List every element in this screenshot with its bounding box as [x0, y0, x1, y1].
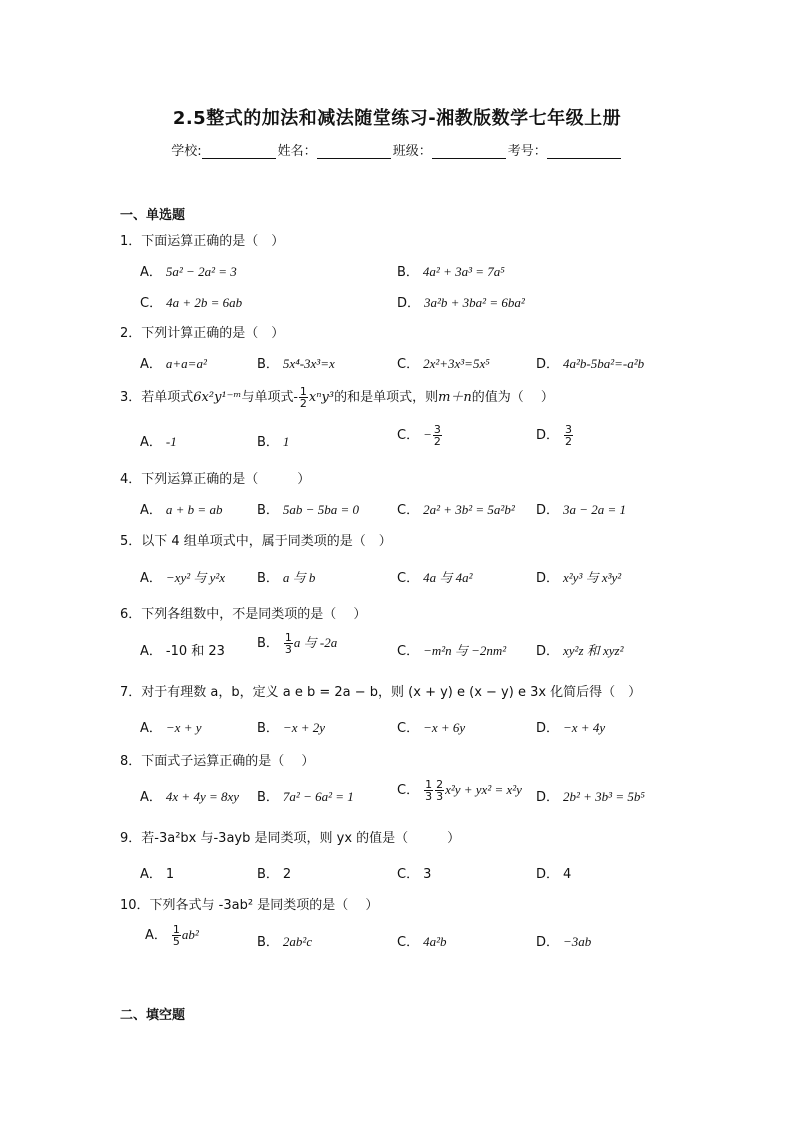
- name-label: 姓名：: [277, 144, 317, 159]
- question-8-option-b[interactable]: B． 7a² − 6a² = 1: [257, 789, 354, 805]
- question-3-option-b[interactable]: B． 1: [257, 434, 290, 450]
- question-2-stem: 2．下列计算正确的是（ ）: [120, 326, 285, 341]
- question-4-option-b[interactable]: B． 5ab − 5ba = 0: [257, 502, 359, 518]
- fraction: $\frac{1}{5}$: [172, 923, 180, 948]
- section-heading-single-choice: 一、单选题: [120, 208, 186, 223]
- question-3-stem: 3．若单项式6x²y¹⁻ᵐ与单项式- $\frac{1}{2}$ xⁿy³的和是单项式，则m＋n的值为（ ）: [120, 385, 554, 410]
- question-6-option-d[interactable]: D． xy²z 和 xyz²: [536, 643, 624, 659]
- question-10-stem: 10．下列各式与 -3ab² 是同类项的是（ ）: [120, 898, 379, 913]
- question-6-option-b[interactable]: B． $\frac{1}{3}$ a 与 -2a: [257, 631, 338, 656]
- question-3-option-d[interactable]: D． $\frac{3}{2}$: [536, 423, 573, 448]
- name-field[interactable]: [317, 145, 391, 159]
- question-9-option-a[interactable]: A． 1: [140, 867, 175, 882]
- question-8-option-a[interactable]: A． 4x + 4y = 8xy: [140, 789, 240, 805]
- question-3-option-a[interactable]: A． -1: [140, 434, 177, 450]
- class-label: 班级：: [392, 144, 432, 159]
- section-heading-fill-in: 二、填空题: [120, 1008, 186, 1023]
- question-5-stem: 5．以下 4 组单项式中，属于同类项的是（ ）: [120, 534, 392, 549]
- fraction: $\frac{2}{3}$: [436, 778, 444, 803]
- question-10-option-a[interactable]: A． $\frac{1}{5}$ ab²: [145, 923, 199, 948]
- question-9-option-d[interactable]: D． 4: [536, 867, 572, 882]
- question-3-option-c[interactable]: C． − $\frac{3}{2}$: [397, 423, 441, 448]
- question-9-stem: 9．若-3a²bx 与-3ayb 是同类项，则 yx 的值是（ ）: [120, 831, 461, 846]
- fraction: $\frac{1}{3}$: [284, 631, 292, 656]
- student-info-line: [0, 140, 794, 159]
- question-1-option-b[interactable]: B． 4a² + 3a³ = 7a⁵: [397, 264, 505, 280]
- question-8-option-c[interactable]: C． $\frac{1}{3}$ $\frac{2}{3}$ x²y + yx² = x²y: [397, 778, 522, 803]
- question-4-option-d[interactable]: D． 3a − 2a = 1: [536, 502, 627, 518]
- question-2-option-d[interactable]: D． 4a²b-5ba²=-a²b: [536, 356, 645, 372]
- question-9-option-b[interactable]: B． 2: [257, 867, 292, 882]
- fraction: $\frac{1}{2}$: [299, 385, 307, 410]
- school-label: 学校:: [171, 144, 202, 159]
- question-5-option-b[interactable]: B． a 与 b: [257, 570, 316, 586]
- page-title: 2.5整式的加法和减法随堂练习-湘教版数学七年级上册: [172, 108, 622, 129]
- question-5-option-d[interactable]: D． x²y³ 与 x³y²: [536, 570, 622, 586]
- question-9-option-c[interactable]: C． 3: [397, 867, 432, 882]
- question-7-option-c[interactable]: C． −x + 6y: [397, 720, 466, 736]
- number-field[interactable]: [547, 145, 621, 159]
- question-6-option-c[interactable]: C． −m²n 与 −2nm²: [397, 643, 507, 659]
- fraction: $\frac{3}{2}$: [565, 423, 573, 448]
- question-10-option-d[interactable]: D． −3ab: [536, 934, 592, 950]
- question-2-option-c[interactable]: C． 2x²+3x³=5x⁵: [397, 356, 490, 372]
- question-5-option-c[interactable]: C． 4a 与 4a²: [397, 570, 473, 586]
- question-4-option-c[interactable]: C． 2a² + 3b² = 5a²b²: [397, 502, 515, 518]
- question-7-stem: 7．对于有理数 a，b，定义 a e b = 2a − b，则 (x + y) e (x − y) e 3x 化简后得（ ）: [120, 685, 642, 700]
- number-label: 考号：: [507, 144, 547, 159]
- question-2-option-b[interactable]: B． 5x⁴-3x³=x: [257, 356, 335, 372]
- question-8-option-d[interactable]: D． 2b² + 3b³ = 5b⁵: [536, 789, 645, 805]
- question-10-option-b[interactable]: B． 2ab²c: [257, 934, 313, 950]
- question-1-option-d[interactable]: D． 3a²b + 3ba² = 6ba²: [397, 295, 525, 311]
- question-8-stem: 8．下面式子运算正确的是（ ）: [120, 754, 315, 769]
- question-2-option-a[interactable]: A． a+a=a²: [140, 356, 207, 372]
- question-7-option-a[interactable]: A． −x + y: [140, 720, 202, 736]
- question-4-stem: 4．下列运算正确的是（ ）: [120, 472, 311, 487]
- school-field[interactable]: [202, 145, 276, 159]
- question-4-option-a[interactable]: A． a + b = ab: [140, 502, 223, 518]
- question-6-option-a[interactable]: A． -10 和 23: [140, 644, 225, 659]
- question-7-option-b[interactable]: B． −x + 2y: [257, 720, 326, 736]
- question-1-option-c[interactable]: C． 4a + 2b = 6ab: [140, 295, 243, 311]
- question-10-option-c[interactable]: C． 4a²b: [397, 934, 447, 950]
- question-6-stem: 6．下列各组数中，不是同类项的是（ ）: [120, 607, 367, 622]
- question-1-stem: 1．下面运算正确的是（ ）: [120, 234, 285, 249]
- fraction: $\frac{1}{3}$: [425, 778, 433, 803]
- question-5-option-a[interactable]: A． −xy² 与 y²x: [140, 570, 226, 586]
- question-1-option-a[interactable]: A． 5a² − 2a² = 3: [140, 264, 237, 280]
- fraction: $\frac{3}{2}$: [433, 423, 441, 448]
- question-7-option-d[interactable]: D． −x + 4y: [536, 720, 606, 736]
- class-field[interactable]: [432, 145, 506, 159]
